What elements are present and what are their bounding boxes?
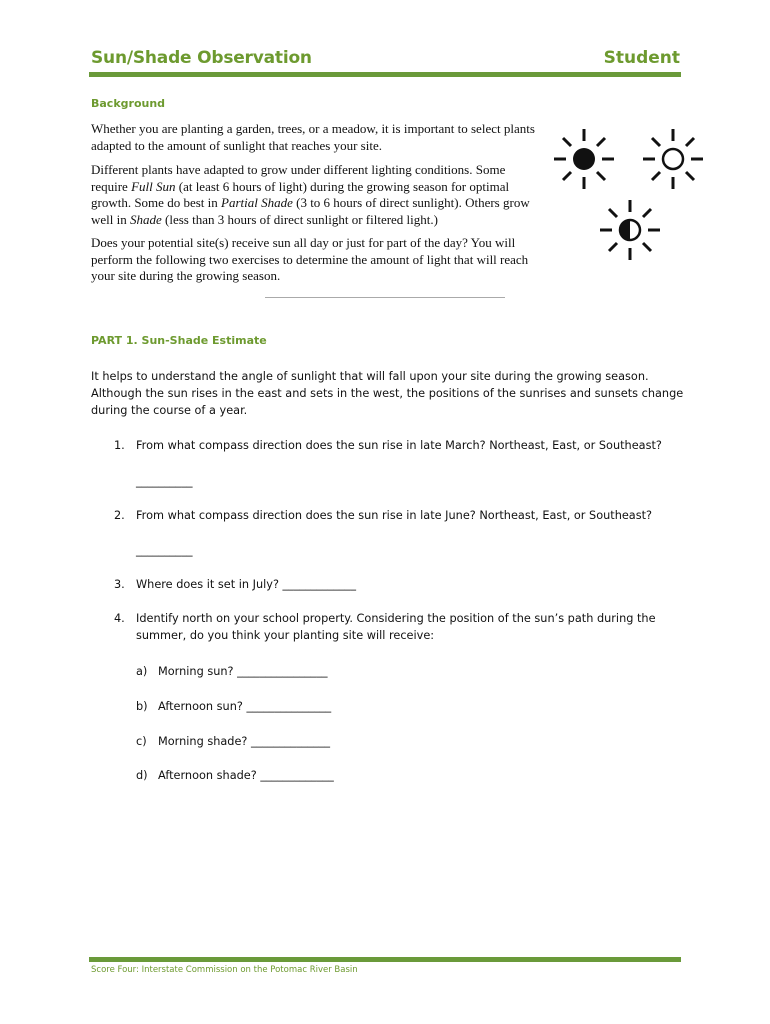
background-paragraph-1: Whether you are planting a garden, trees, or a meadow, it is important to select plants adapted to the amount of sunlight that reaches your site. (91, 121, 535, 153)
background-paragraph-2: Different plants have adapted to grow under different lighting conditions. Some require Full Sun (at least 6 hours of light) during the growing season for optimal growth. Some do best in Partial Shade (3 to 6 hours of direct sunlight). Others grow well in Shade (less than 3 hours of direct sunlight or filtered light.) (91, 162, 530, 227)
subquestion-label: d) (136, 769, 148, 782)
partial-sun-icon (598, 198, 662, 262)
subquestion-text: Morning shade? ______________ (158, 735, 331, 748)
full-sun-term: Full Sun (131, 178, 176, 194)
page-title: Sun/Shade Observation (91, 48, 312, 68)
subquestion-label: a) (136, 665, 148, 678)
subquestion-text: Afternoon sun? _______________ (158, 700, 332, 713)
page-header (91, 48, 680, 72)
answer-blank-2[interactable]: __________ (136, 544, 193, 557)
background-heading: Background (91, 97, 166, 110)
question-text: Identify north on your school property. Considering the position of the sun’s path during the summer, do you think your planting site will receive: (136, 612, 656, 642)
section-divider (265, 297, 505, 298)
subquestion-label: b) (136, 700, 148, 713)
question-text: From what compass direction does the sun rise in late June? Northeast, East, or Southeast? (136, 509, 653, 522)
subquestion-text: Morning sun? ________________ (158, 665, 328, 678)
question-number: 1. (114, 439, 125, 452)
background-paragraph-3: Does your potential site(s) receive sun all day or just for part of the day? You will perform the following two exercises to determine the amount of light that will reach your site during the growing season. (91, 235, 529, 283)
question-number: 4. (114, 612, 125, 625)
question-number: 2. (114, 509, 125, 522)
footer-rule (89, 957, 681, 962)
partial-shade-term: Partial Shade (221, 195, 293, 210)
page-role: Student (603, 48, 680, 68)
header-rule (89, 72, 681, 77)
shade-term: Shade (130, 211, 162, 227)
question-text: Where does it set in July? _____________ (136, 578, 356, 591)
part1-heading: PART 1. Sun-Shade Estimate (91, 334, 267, 347)
question-number: 3. (114, 578, 125, 591)
part1-intro: It helps to understand the angle of sunlight that will fall upon your site during the growing season. Although the sun rises in the east and sets in the west, the positions of the sunrises and sunsets change during the course of a year. (91, 370, 684, 417)
subquestion-text: Afternoon shade? _____________ (158, 769, 334, 782)
subquestion-label: c) (136, 735, 147, 748)
question-text: From what compass direction does the sun rise in late March? Northeast, East, or Southeast? (136, 439, 662, 452)
no-sun-icon (641, 127, 705, 191)
answer-blank-1[interactable]: __________ (136, 475, 193, 488)
full-sun-icon (552, 127, 616, 191)
page-footer: Score Four: Interstate Commission on the Potomac River Basin (91, 965, 358, 975)
